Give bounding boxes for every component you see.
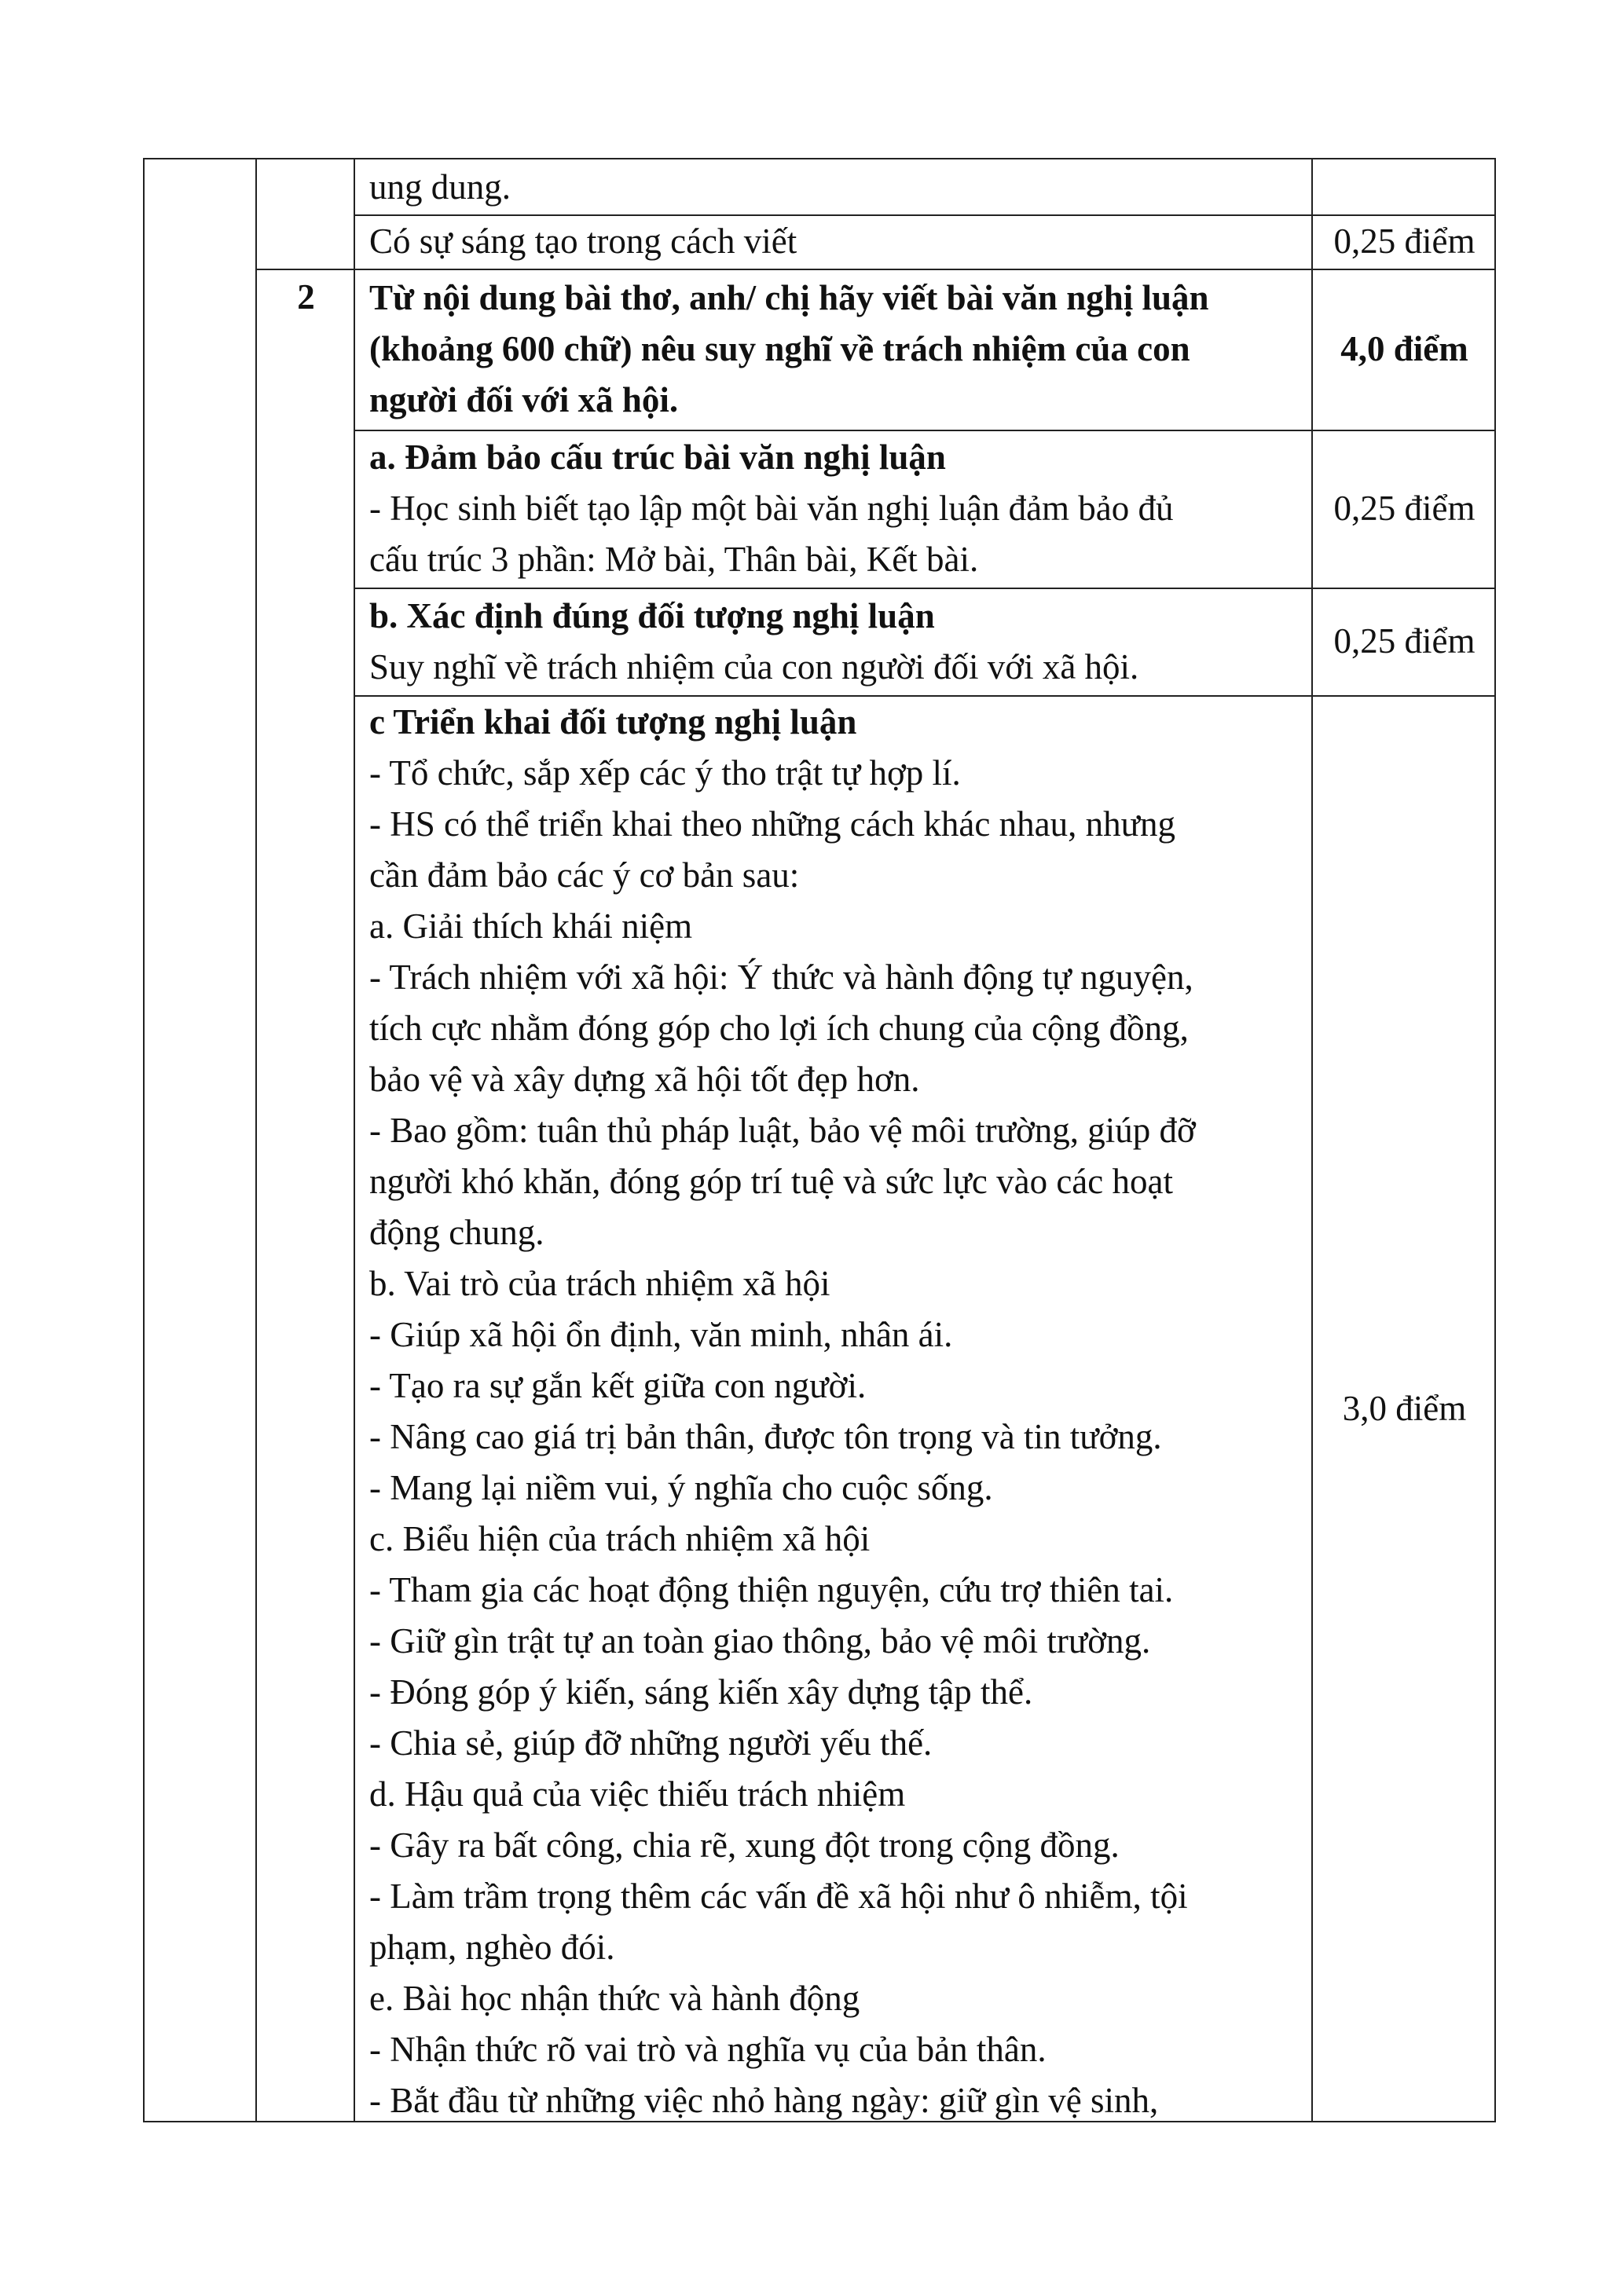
question-number bbox=[257, 214, 355, 269]
criteria-line: c. Biểu hiện của trách nhiệm xã hội bbox=[369, 1519, 871, 1558]
criteria-cell bbox=[355, 159, 1312, 214]
criteria-line: - Đóng góp ý kiến, sáng kiến xây dựng tập thể. bbox=[369, 1672, 1033, 1712]
criteria-line: d. Hậu quả của việc thiếu trách nhiệm bbox=[369, 1774, 906, 1814]
criteria-cell bbox=[355, 588, 1312, 695]
score-cell: 4,0 điểm bbox=[1340, 329, 1468, 368]
criteria-line: cấu trúc 3 phần: Mở bài, Thân bài, Kết bài. bbox=[369, 540, 979, 579]
criteria-line: - Trách nhiệm với xã hội: Ý thức và hành động tự nguyện, bbox=[369, 958, 1193, 997]
criteria-line: cần đảm bảo các ý cơ bản sau: bbox=[369, 855, 800, 895]
criteria-line: - Mang lại niềm vui, ý nghĩa cho cuộc sống. bbox=[369, 1468, 993, 1507]
criteria-line: - Chia sẻ, giúp đỡ những người yếu thế. bbox=[369, 1723, 933, 1763]
criteria-line: - Bao gồm: tuân thủ pháp luật, bảo vệ môi trường, giúp đỡ bbox=[369, 1111, 1196, 1150]
criteria-line: bảo vệ và xây dựng xã hội tốt đẹp hơn. bbox=[369, 1060, 920, 1099]
criteria-heading: b. Xác định đúng đối tượng nghị luận bbox=[369, 595, 935, 635]
question-number bbox=[257, 588, 355, 695]
criteria-line: phạm, nghèo đói. bbox=[369, 1928, 615, 1967]
criteria-line: - Tham gia các hoạt động thiện nguyện, cứu trợ thiên tai. bbox=[369, 1570, 1174, 1609]
criteria-line: b. Vai trò của trách nhiệm xã hội bbox=[369, 1264, 830, 1303]
score-cell: 3,0 điểm bbox=[1342, 1389, 1467, 1428]
criteria-cell bbox=[355, 214, 1312, 269]
question-number bbox=[257, 695, 355, 2122]
criteria-cell bbox=[355, 269, 1312, 430]
question-number bbox=[257, 430, 355, 588]
score-cell: 0,25 điểm bbox=[1333, 621, 1476, 661]
score-cell bbox=[1313, 159, 1496, 214]
criteria-line: - Tổ chức, sắp xếp các ý tho trật tự hợp lí. bbox=[369, 753, 961, 793]
criteria-line: - Giữ gìn trật tự an toàn giao thông, bảo vệ môi trường. bbox=[369, 1621, 1151, 1661]
question-number: 2 bbox=[297, 277, 315, 317]
criteria-line: e. Bài học nhận thức và hành động bbox=[369, 1979, 860, 2018]
criteria-line: ung dung. bbox=[369, 167, 511, 207]
criteria-line: - HS có thể triển khai theo những cách khác nhau, nhưng bbox=[369, 804, 1175, 844]
criteria-heading: (khoảng 600 chữ) nêu suy nghĩ về trách nhiệm của con bbox=[369, 329, 1190, 368]
criteria-heading: Từ nội dung bài thơ, anh/ chị hãy viết bài văn nghị luận bbox=[369, 278, 1209, 317]
criteria-line: - Nhận thức rõ vai trò và nghĩa vụ của bản thân. bbox=[369, 2030, 1047, 2069]
grading-table bbox=[143, 158, 1496, 2122]
criteria-line: a. Giải thích khái niệm bbox=[369, 906, 693, 946]
criteria-heading: a. Đảm bảo cấu trúc bài văn nghị luận bbox=[369, 438, 946, 477]
criteria-line: - Gây ra bất công, chia rẽ, xung đột trong cộng đồng. bbox=[369, 1825, 1120, 1865]
criteria-line: - Bắt đầu từ những việc nhỏ hàng ngày: giữ gìn vệ sinh, bbox=[369, 2081, 1159, 2120]
criteria-line: người khó khăn, đóng góp trí tuệ và sức lực vào các hoạt bbox=[369, 1162, 1173, 1201]
criteria-heading: người đối với xã hội. bbox=[369, 380, 679, 419]
criteria-line: - Tạo ra sự gắn kết giữa con người. bbox=[369, 1366, 867, 1405]
criteria-line: - Giúp xã hội ổn định, văn minh, nhân ái. bbox=[369, 1315, 953, 1354]
question-number bbox=[257, 159, 355, 214]
criteria-cell bbox=[355, 430, 1312, 588]
criteria-line: - Học sinh biết tạo lập một bài văn nghị luận đảm bảo đủ bbox=[369, 489, 1174, 528]
criteria-line: Có sự sáng tạo trong cách viết bbox=[369, 222, 797, 261]
score-cell: 0,25 điểm bbox=[1333, 489, 1476, 528]
criteria-line: - Làm trầm trọng thêm các vấn đề xã hội như ô nhiễm, tội bbox=[369, 1877, 1188, 1916]
criteria-cell bbox=[355, 695, 1312, 2122]
criteria-line: - Nâng cao giá trị bản thân, được tôn trọng và tin tưởng. bbox=[369, 1417, 1162, 1456]
criteria-heading: c Triển khai đối tượng nghị luận bbox=[369, 702, 857, 742]
criteria-line: động chung. bbox=[369, 1213, 544, 1252]
criteria-line: Suy nghĩ về trách nhiệm của con người đối với xã hội. bbox=[369, 646, 1139, 687]
criteria-line: tích cực nhằm đóng góp cho lợi ích chung của cộng đồng, bbox=[369, 1009, 1189, 1048]
score-cell: 0,25 điểm bbox=[1333, 222, 1476, 261]
